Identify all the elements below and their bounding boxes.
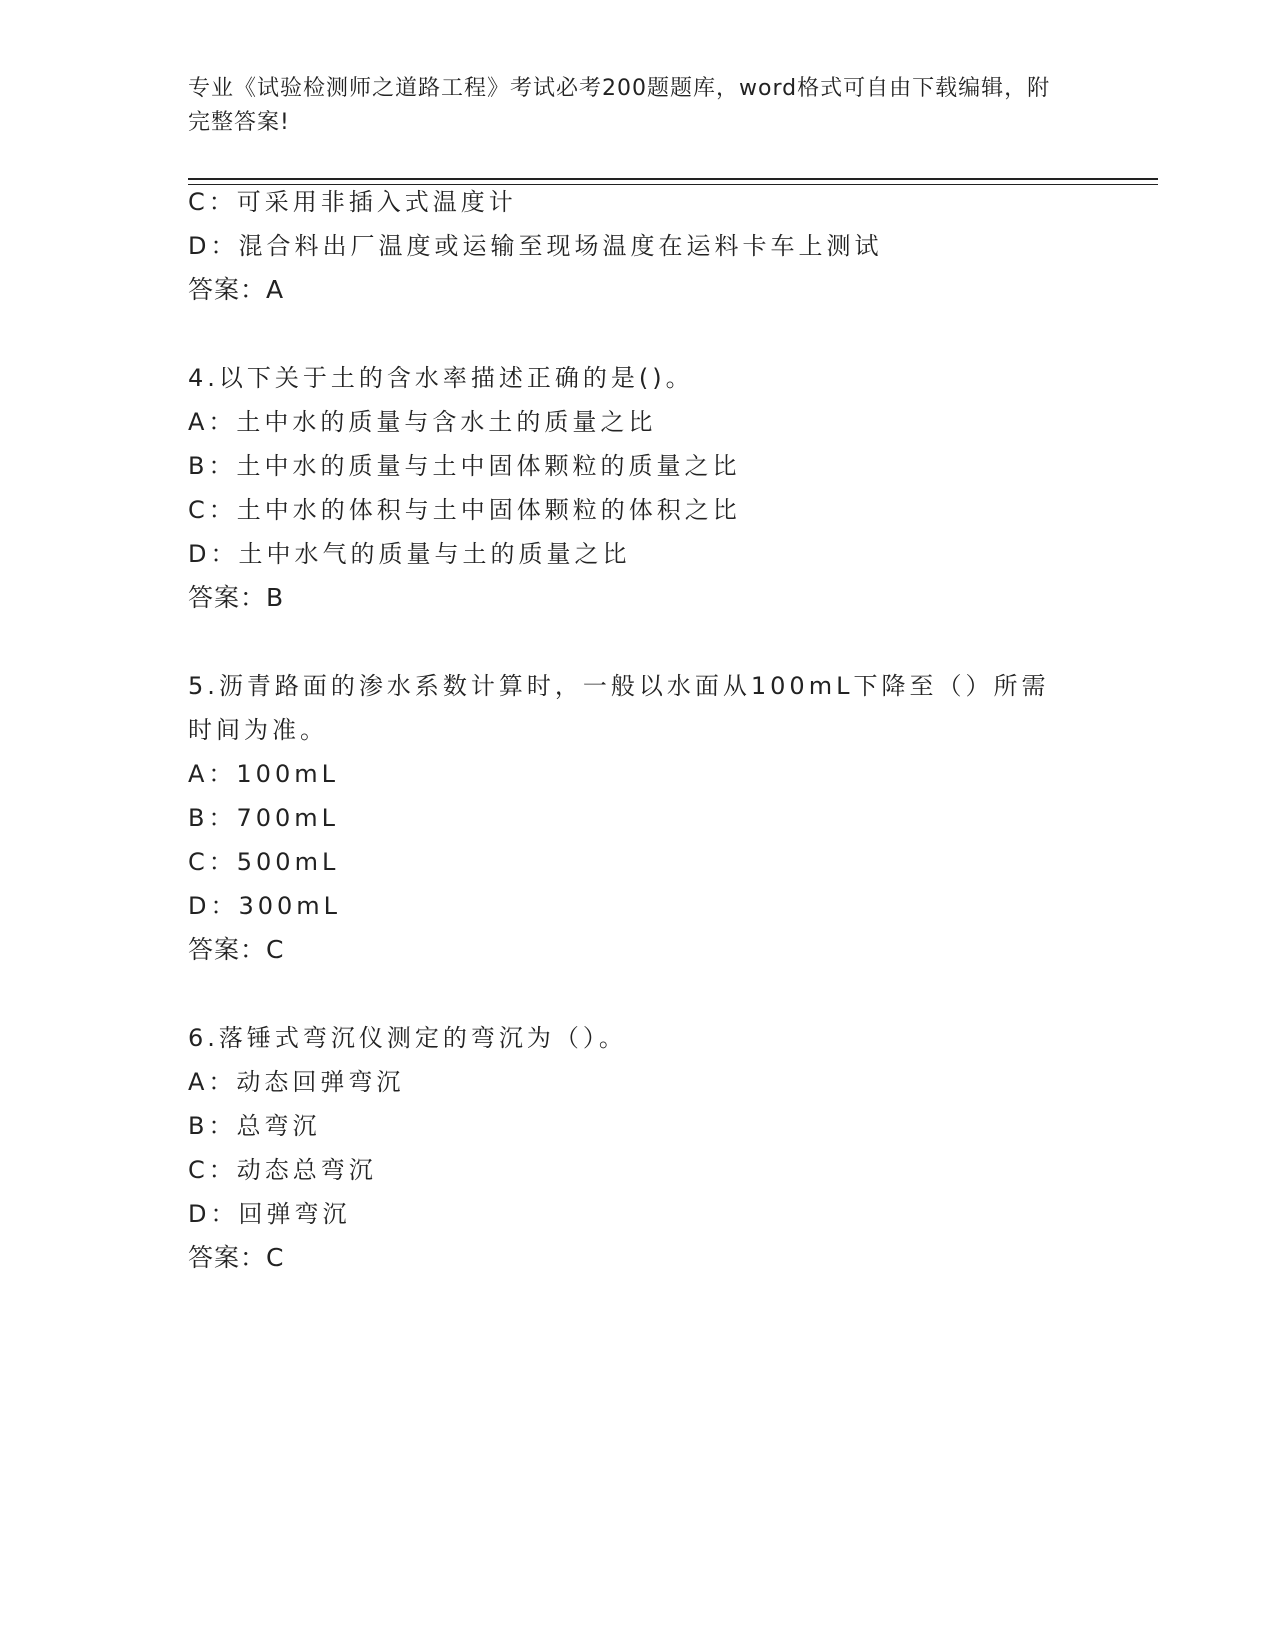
- q4-option-b: B：土中水的质量与土中固体颗粒的质量之比: [188, 452, 741, 480]
- q5-option-a: A：100mL: [188, 760, 339, 788]
- q5-answer: 答案：C: [188, 935, 285, 964]
- q6-option-a: A：动态回弹弯沉: [188, 1068, 405, 1096]
- q6-stem: 6.落锤式弯沉仪测定的弯沉为（）。: [188, 1024, 627, 1052]
- q3-option-c: C：可采用非插入式温度计: [188, 188, 517, 216]
- q5-option-b: B：700mL: [188, 804, 340, 832]
- q4-option-a: A：土中水的质量与含水土的质量之比: [188, 408, 657, 436]
- q4-option-d: D：土中水气的质量与土的质量之比: [188, 540, 631, 568]
- q5-option-c: C：500mL: [188, 848, 340, 876]
- q6-answer: 答案：C: [188, 1243, 285, 1272]
- q4-answer: 答案：B: [188, 583, 285, 612]
- q6-option-c: C：动态总弯沉: [188, 1156, 377, 1184]
- document-header: 专业《试验检测师之道路工程》考试必考200题题库，word格式可自由下载编辑，附完整答案!: [188, 76, 1051, 135]
- q4-option-c: C：土中水的体积与土中固体颗粒的体积之比: [188, 496, 741, 524]
- q5-stem-line2: 时间为准。: [188, 716, 328, 744]
- header-rule-thick: [188, 178, 1158, 180]
- q6-option-d: D：回弹弯沉: [188, 1200, 351, 1228]
- q6-option-b: B：总弯沉: [188, 1112, 321, 1140]
- q3-answer: 答案：A: [188, 275, 285, 304]
- q5-option-d: D：300mL: [188, 892, 342, 920]
- q3-option-d: D：混合料出厂温度或运输至现场温度在运料卡车上测试: [188, 232, 883, 260]
- q4-stem: 4.以下关于土的含水率描述正确的是()。: [188, 364, 694, 392]
- q5-stem-line1: 5.沥青路面的渗水系数计算时，一般以水面从100mL下降至（）所需: [188, 672, 1050, 700]
